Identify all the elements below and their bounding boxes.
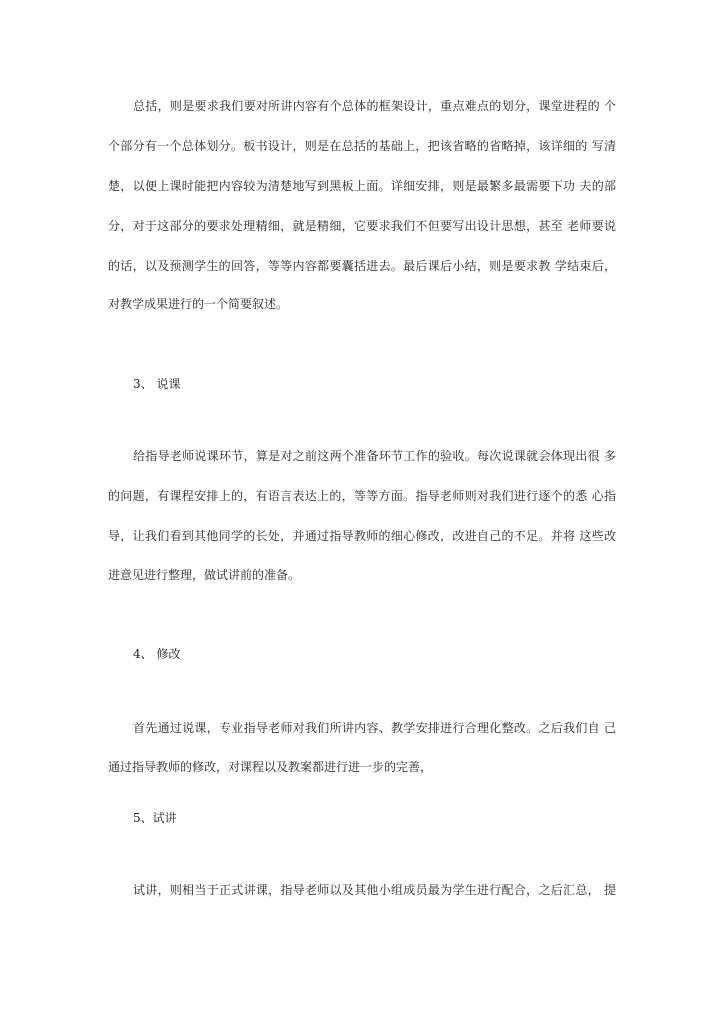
text-line: 首先通过说课，专业指导老师对我们所讲内容、教学安排进行合理化整改。之后我们自 己	[133, 721, 616, 735]
text-line: 进意见进行整理，做试讲前的准备。	[108, 568, 301, 582]
section-heading: 4、 修改	[133, 647, 181, 661]
section-heading: 5、试讲	[133, 811, 177, 825]
text-line: 个部分有一个总体划分。板书设计，则是在总括的基础上，把该省略的省略掉，该详细的 写清	[108, 139, 616, 153]
text-line: 的问题，有课程安排上的，有语言表达上的，等等方面。指导老师则对我们进行逐个的悉 心指	[108, 489, 616, 503]
text-line: 试讲，则相当于正式讲课，指导老师以及其他小组成员最为学生进行配合，之后汇总， 提	[133, 883, 616, 897]
text-line: 楚，以便上课时能把内容较为清楚地写到黑板上面。详细安排，则是最繁多最需要下功 夫的部	[108, 179, 616, 193]
text-line: 对教学成果进行的一个简要叙述。	[108, 297, 289, 311]
text-line: 导，让我们看到其他同学的长处，并通过指导教师的细心修改，改进自己的不足。并将 这些改	[108, 529, 616, 543]
text-line: 的话，以及预测学生的回答，等等内容都要囊括进去。最后课后小结，则是要求教 学结束后，	[108, 259, 616, 273]
section-heading: 3、 说课	[133, 377, 181, 391]
text-line: 给指导老师说课环节，算是对之前这两个准备环节工作的验收。每次说课就会体现出很 多	[133, 449, 616, 463]
text-line: 分，对于这部分的要求处理精细，就是精细，它要求我们不但要写出设计思想，甚至 老师要说	[108, 219, 616, 233]
text-line: 通过指导教师的修改，对课程以及教案都进行进一步的完善，	[108, 760, 433, 774]
text-line: 总括，则是要求我们要对所讲内容有个总体的框架设计，重点难点的划分，课堂进程的 个	[133, 99, 616, 113]
